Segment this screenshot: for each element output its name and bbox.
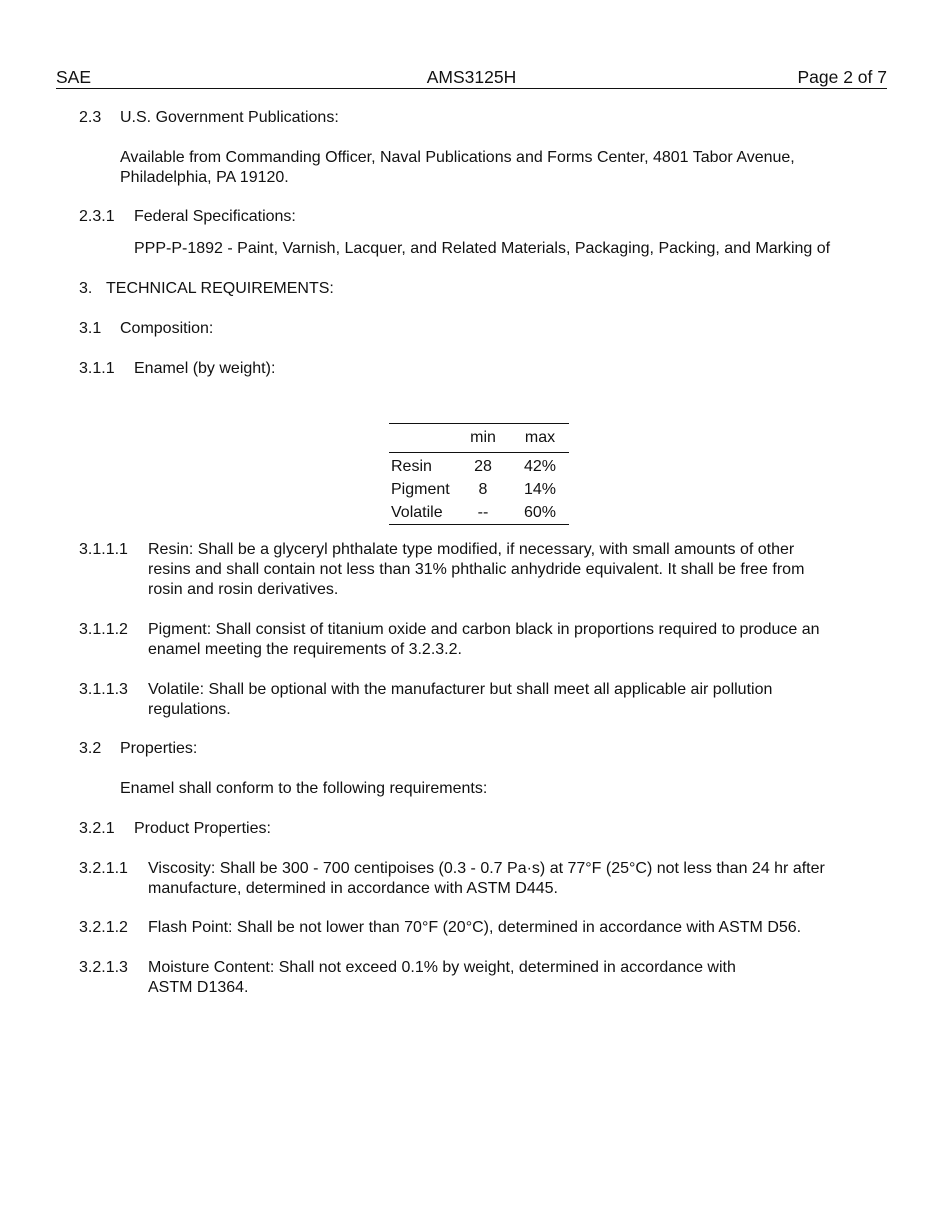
section-number: 3.1 — [79, 320, 102, 337]
paragraph-line: Moisture Content: Shall not exceed 0.1% by weight, determined in accordance with — [148, 959, 736, 976]
header-org: SAE — [56, 67, 92, 87]
paragraph-line: Resin: Shall be a glyceryl phthalate type modified, if necessary, with small amounts of other — [148, 541, 795, 558]
paragraph-line: enamel meeting the requirements of 3.2.3.2. — [148, 641, 462, 658]
component-name: Pigment — [391, 480, 450, 498]
properties-intro: Enamel shall conform to the following requirements: — [120, 780, 488, 797]
section-number: 3.2.1.3 — [79, 959, 128, 976]
section-number: 3.1.1.2 — [79, 621, 128, 638]
paragraph-line: rosin and rosin derivatives. — [148, 581, 339, 598]
availability-line-2: Philadelphia, PA 19120. — [120, 169, 289, 186]
section-number: 2.3.1 — [79, 208, 115, 225]
component-name: Volatile — [391, 503, 443, 521]
component-max: 60% — [523, 503, 557, 521]
section-number: 2.3 — [79, 109, 102, 126]
availability-line-1: Available from Commanding Officer, Naval Publications and Forms Center, 4801 Tabor Avenue, — [120, 149, 795, 166]
paragraph-line: Flash Point: Shall be not lower than 70°F (20°C), determined in accordance with ASTM D56. — [148, 919, 802, 936]
table-header-max: max — [511, 424, 569, 453]
paragraph-line: resins and shall contain not less than 31% phthalic anhydride equivalent. It shall be free from — [148, 561, 805, 578]
component-min: 8 — [478, 480, 488, 498]
table-header-row — [389, 424, 569, 453]
composition-table — [389, 423, 569, 525]
component-name: Resin — [391, 457, 432, 475]
section-title: TECHNICAL REQUIREMENTS: — [106, 280, 334, 297]
paragraph-line: Viscosity: Shall be 300 - 700 centipoises (0.3 - 0.7 Pa·s) at 77°F (25°C) not less than 24 hr after — [148, 860, 825, 877]
page-header — [56, 66, 887, 89]
section-number: 3.1.1.1 — [79, 541, 128, 558]
table-row — [389, 453, 569, 479]
component-max: 42% — [523, 457, 557, 475]
section-number: 3.2.1.1 — [79, 860, 128, 877]
section-number: 3.1.1.3 — [79, 681, 128, 698]
section-title: Composition: — [120, 320, 214, 337]
paragraph-line: Pigment: Shall consist of titanium oxide and carbon black in proportions required to produce an — [148, 621, 820, 638]
section-number: 3. — [79, 280, 93, 297]
section-title: Federal Specifications: — [134, 208, 296, 225]
section-title: Properties: — [120, 740, 198, 757]
component-min: -- — [477, 503, 489, 521]
section-number: 3.2 — [79, 740, 102, 757]
table-row — [389, 501, 569, 525]
section-number: 3.2.1.2 — [79, 919, 128, 936]
section-title: Enamel (by weight): — [134, 360, 276, 377]
component-min: 28 — [474, 457, 492, 475]
header-doc-number: AMS3125H — [426, 67, 517, 87]
section-title: U.S. Government Publications: — [120, 109, 339, 126]
section-title: Product Properties: — [134, 820, 271, 837]
header-page-number: Page 2 of 7 — [797, 67, 887, 87]
federal-spec-ppp: PPP-P-1892 - Paint, Varnish, Lacquer, and Related Materials, Packaging, Packing, and Marking of — [134, 240, 831, 257]
section-number: 3.1.1 — [79, 360, 115, 377]
component-max: 14% — [523, 480, 557, 498]
paragraph-line: manufacture, determined in accordance with ASTM D445. — [148, 880, 558, 897]
section-number: 3.2.1 — [79, 820, 115, 837]
paragraph-line: regulations. — [148, 701, 231, 718]
paragraph-line: ASTM D1364. — [148, 979, 249, 996]
table-row — [389, 478, 569, 501]
table-header-cell — [389, 424, 455, 453]
paragraph-line: Volatile: Shall be optional with the manufacturer but shall meet all applicable air pollution — [148, 681, 773, 698]
table-header-min: min — [455, 424, 511, 453]
